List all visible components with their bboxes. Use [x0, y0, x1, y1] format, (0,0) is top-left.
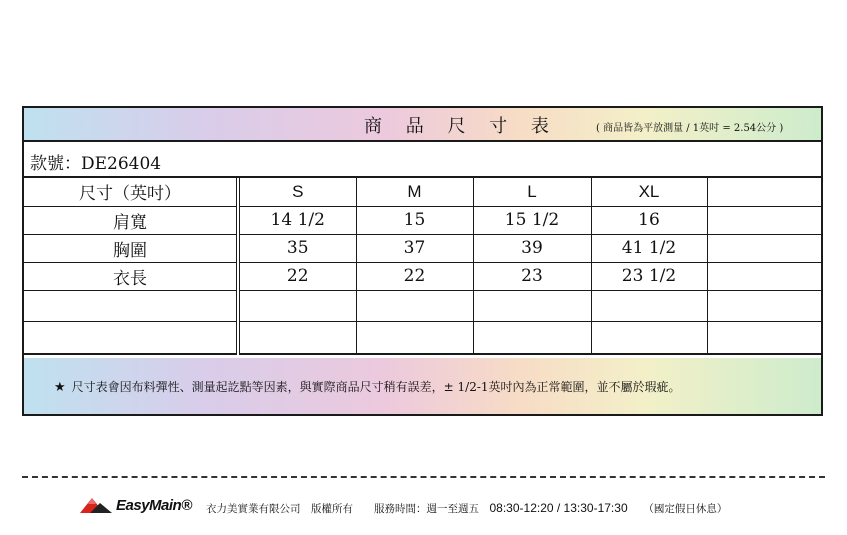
table-cell: 15	[356, 206, 473, 234]
footer-info	[206, 501, 727, 516]
table-cell	[707, 206, 821, 234]
table-cell: 37	[356, 234, 473, 262]
row-label	[24, 290, 238, 321]
holiday-note: （國定假日休息）	[648, 503, 728, 515]
measurement-note: ( 商品皆為平放測量 / 1英吋 = 2.54公分 )	[596, 123, 784, 134]
header-label: 尺寸（英吋）	[24, 178, 238, 206]
table-cell: 41 1/2	[591, 234, 707, 262]
table-cell: 39	[473, 234, 591, 262]
size-s: S	[238, 178, 356, 206]
row-label	[24, 321, 238, 354]
table-cell	[591, 290, 707, 321]
table-cell	[356, 321, 473, 354]
table-cell: 23 1/2	[591, 262, 707, 290]
service-hours: 08:30-12:20 / 13:30-17:30	[489, 501, 628, 515]
table-cell	[707, 262, 821, 290]
table-cell	[238, 290, 356, 321]
chart-title: 商 品 尺 寸 表	[364, 116, 558, 137]
star-icon: ★	[54, 380, 66, 395]
size-m: M	[356, 178, 473, 206]
title-bar	[24, 108, 821, 142]
brand-logo: EasyMain®	[116, 497, 192, 514]
size-xl: XL	[591, 178, 707, 206]
table-cell	[591, 321, 707, 354]
notice-body: 尺寸表會因布料彈性、測量起訖點等因素，與實際商品尺寸稍有誤差，± 1/2-1英吋內為正常範圍，並不屬於瑕疵。	[71, 380, 681, 394]
table-cell	[473, 290, 591, 321]
table-cell	[707, 321, 821, 354]
company-text: 衣力美實業有限公司 版權所有 服務時間：週一至週五	[206, 503, 479, 515]
table-cell	[707, 290, 821, 321]
table-row	[24, 206, 821, 234]
row-label: 衣長	[24, 262, 238, 290]
table-cell: 35	[238, 234, 356, 262]
table-row	[24, 262, 821, 290]
table-cell	[238, 321, 356, 354]
size-header-row	[24, 178, 821, 206]
size-chart	[22, 106, 823, 416]
mountain-logo-icon	[78, 494, 114, 518]
table-row	[24, 290, 821, 321]
table-cell	[473, 321, 591, 354]
table-cell: 15 1/2	[473, 206, 591, 234]
row-label: 肩寬	[24, 206, 238, 234]
table-cell: 16	[591, 206, 707, 234]
table-cell	[356, 290, 473, 321]
row-label: 胸圍	[24, 234, 238, 262]
table-cell: 14 1/2	[238, 206, 356, 234]
model-number: 款號：DE26404	[30, 154, 162, 174]
size-empty	[707, 178, 821, 206]
dashed-divider	[22, 476, 825, 478]
notice-text	[54, 378, 681, 395]
table-row	[24, 321, 821, 354]
footer	[78, 494, 828, 520]
table-cell	[707, 234, 821, 262]
size-table	[24, 178, 821, 355]
table-row	[24, 234, 821, 262]
model-number-row	[24, 142, 821, 178]
size-l: L	[473, 178, 591, 206]
table-cell: 22	[356, 262, 473, 290]
table-cell: 22	[238, 262, 356, 290]
tolerance-notice	[24, 358, 821, 414]
table-cell: 23	[473, 262, 591, 290]
